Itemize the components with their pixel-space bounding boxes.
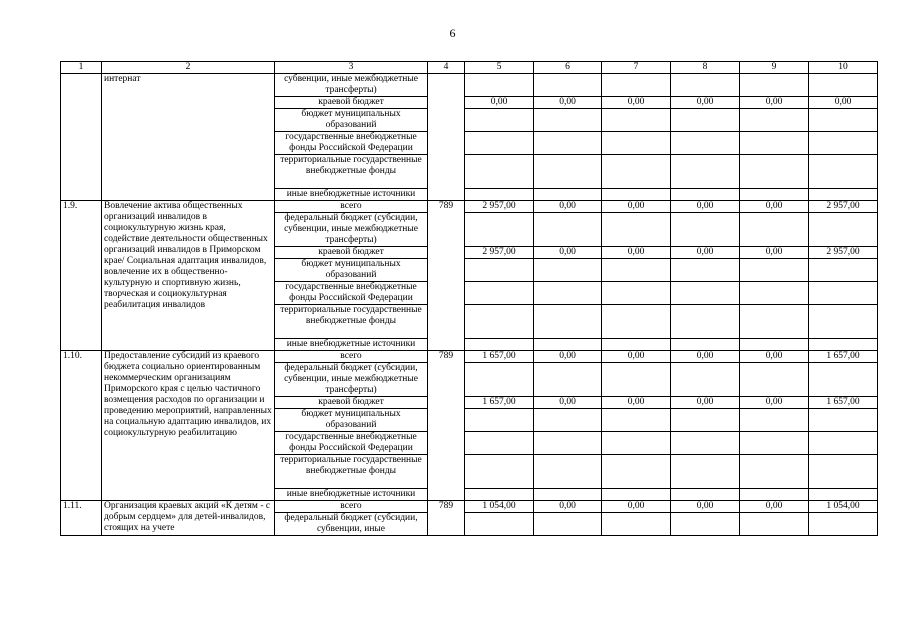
table-row [61,501,878,513]
value-cell: 0,00 [671,97,740,109]
source-cell: всего [275,501,428,513]
value-cell [465,513,534,536]
value-cell [671,282,740,305]
source-cell: краевой бюджет [275,397,428,409]
value-cell: 0,00 [740,247,809,259]
value-cell [809,132,878,155]
table-row [61,201,878,213]
value-cell [465,489,534,501]
value-cell [671,409,740,432]
budget-table [60,61,878,536]
value-cell [809,432,878,455]
header-cell: 4 [428,62,465,74]
value-cell [740,513,809,536]
value-cell [465,109,534,132]
value-cell [809,259,878,282]
value-cell: 0,00 [602,351,671,363]
value-cell: 0,00 [671,351,740,363]
value-cell [740,74,809,97]
value-cell [740,132,809,155]
source-cell: государственные внебюджетные фонды Российской Федерации [275,132,428,155]
value-cell [671,489,740,501]
value-cell [671,455,740,489]
source-cell: всего [275,201,428,213]
header-cell: 7 [602,62,671,74]
value-cell [809,189,878,201]
value-cell [740,305,809,339]
value-cell: 0,00 [671,201,740,213]
value-cell [809,305,878,339]
source-cell: федеральный бюджет (субсидии, субвенции, иные [275,513,428,536]
source-cell: иные внебюджетные источники [275,489,428,501]
item-number-cell [61,74,102,201]
source-cell: федеральный бюджет (субсидии, субвенции, иные межбюджетные трансферты) [275,363,428,397]
value-cell: 0,00 [534,201,602,213]
value-cell [534,513,602,536]
value-cell [740,339,809,351]
value-cell: 0,00 [671,247,740,259]
value-cell [465,339,534,351]
value-cell: 0,00 [740,501,809,513]
value-cell: 1 657,00 [809,351,878,363]
value-cell [740,363,809,397]
value-cell [809,213,878,247]
value-cell [465,432,534,455]
value-cell [465,259,534,282]
value-cell: 2 957,00 [809,201,878,213]
header-cell: 6 [534,62,602,74]
source-cell: всего [275,351,428,363]
value-cell [809,455,878,489]
value-cell: 0,00 [602,201,671,213]
source-cell: бюджет муниципальных образований [275,409,428,432]
value-cell [602,363,671,397]
value-cell [671,155,740,189]
value-cell [534,455,602,489]
value-cell [809,282,878,305]
value-cell [671,363,740,397]
value-cell [602,489,671,501]
value-cell: 0,00 [602,397,671,409]
value-cell [602,409,671,432]
header-cell: 1 [61,62,102,74]
value-cell [602,132,671,155]
source-cell: бюджет муниципальных образований [275,259,428,282]
value-cell [809,409,878,432]
value-cell [740,489,809,501]
source-cell: бюджет муниципальных образований [275,109,428,132]
item-name-cell: Предоставление субсидий из краевого бюджета социально ориентированным некоммерческим организациям Приморского края с целью частичного возмещения расходов по организации и проведению мероприятий, направленных на социальную адаптацию инвалидов, их социокультурную реабилитацию [102,351,275,501]
value-cell: 0,00 [534,97,602,109]
value-cell [602,155,671,189]
value-cell [534,363,602,397]
source-cell: территориальные государственные внебюджетные фонды [275,155,428,189]
value-cell [465,282,534,305]
value-cell: 0,00 [671,397,740,409]
code-cell: 789 [428,501,465,536]
source-cell: краевой бюджет [275,247,428,259]
value-cell [465,409,534,432]
code-cell: 789 [428,201,465,351]
item-number-cell: 1.9. [61,201,102,351]
table-row [61,74,878,97]
value-cell [809,155,878,189]
item-name-cell: интернат [102,74,275,201]
value-cell [602,432,671,455]
value-cell [671,74,740,97]
value-cell: 0,00 [602,501,671,513]
value-cell [534,132,602,155]
value-cell [740,409,809,432]
source-cell: территориальные государственные внебюджетные фонды [275,305,428,339]
value-cell [465,363,534,397]
value-cell: 1 054,00 [465,501,534,513]
value-cell [534,282,602,305]
value-cell [602,282,671,305]
source-cell: федеральный бюджет (субсидии, субвенции, иные межбюджетные трансферты) [275,213,428,247]
value-cell: 0,00 [534,501,602,513]
value-cell [671,189,740,201]
value-cell [671,305,740,339]
value-cell [602,259,671,282]
value-cell [602,213,671,247]
source-cell: иные внебюджетные источники [275,339,428,351]
value-cell: 0,00 [534,351,602,363]
value-cell: 2 957,00 [809,247,878,259]
value-cell [602,189,671,201]
value-cell [809,513,878,536]
value-cell [534,213,602,247]
value-cell: 1 657,00 [465,397,534,409]
source-cell: субвенции, иные межбюджетные трансферты) [275,74,428,97]
table-row [61,351,878,363]
value-cell: 0,00 [602,97,671,109]
value-cell: 0,00 [809,97,878,109]
value-cell [671,132,740,155]
item-name-cell: Организация краевых акций «К детям - с добрым сердцем» для детей-инвалидов, стоящих на учете [102,501,275,536]
value-cell: 0,00 [602,247,671,259]
value-cell: 1 657,00 [809,397,878,409]
code-cell [428,74,465,201]
value-cell [534,305,602,339]
value-cell [809,489,878,501]
value-cell [671,259,740,282]
value-cell [809,339,878,351]
value-cell [671,513,740,536]
value-cell [740,109,809,132]
source-cell: иные внебюджетные источники [275,189,428,201]
value-cell [534,74,602,97]
source-cell: краевой бюджет [275,97,428,109]
value-cell [465,305,534,339]
value-cell: 0,00 [465,97,534,109]
value-cell [465,189,534,201]
header-row [61,62,878,74]
header-cell: 3 [275,62,428,74]
value-cell [809,74,878,97]
value-cell [534,259,602,282]
value-cell [740,455,809,489]
value-cell [671,339,740,351]
value-cell [809,363,878,397]
code-cell: 789 [428,351,465,501]
value-cell [602,305,671,339]
header-cell: 9 [740,62,809,74]
source-cell: государственные внебюджетные фонды Российской Федерации [275,282,428,305]
value-cell [534,155,602,189]
value-cell: 0,00 [740,97,809,109]
value-cell [740,155,809,189]
value-cell [602,74,671,97]
value-cell: 0,00 [534,397,602,409]
value-cell [534,432,602,455]
value-cell: 0,00 [740,351,809,363]
value-cell: 2 957,00 [465,201,534,213]
item-name-cell: Вовлечение актива общественных организаций инвалидов в социокультурную жизнь края, содействие деятельности общественных организаций инвалидов в Приморском крае/ Социальная адаптация инвалидов, вовлечение их в общественно-культурную и спортивную жизнь, творческая и социокультурная реабилитация инвалидов [102,201,275,351]
header-cell: 10 [809,62,878,74]
source-cell: территориальные государственные внебюджетные фонды [275,455,428,489]
value-cell [465,74,534,97]
value-cell [602,339,671,351]
value-cell [465,213,534,247]
value-cell: 1 054,00 [809,501,878,513]
value-cell [534,339,602,351]
value-cell [465,132,534,155]
value-cell [740,282,809,305]
value-cell [465,455,534,489]
value-cell: 0,00 [671,501,740,513]
value-cell [740,259,809,282]
value-cell [809,109,878,132]
value-cell [671,109,740,132]
item-number-cell: 1.11. [61,501,102,536]
value-cell [534,409,602,432]
value-cell: 2 957,00 [465,247,534,259]
header-cell: 2 [102,62,275,74]
value-cell [740,189,809,201]
value-cell [671,432,740,455]
source-cell: государственные внебюджетные фонды Российской Федерации [275,432,428,455]
value-cell: 0,00 [740,397,809,409]
page-number: 6 [449,26,456,40]
value-cell [602,513,671,536]
item-number-cell: 1.10. [61,351,102,501]
value-cell [740,213,809,247]
value-cell: 0,00 [740,201,809,213]
value-cell [740,432,809,455]
value-cell [602,455,671,489]
value-cell [534,189,602,201]
value-cell [534,489,602,501]
value-cell [465,155,534,189]
value-cell [534,109,602,132]
value-cell [602,109,671,132]
value-cell: 1 657,00 [465,351,534,363]
header-cell: 8 [671,62,740,74]
value-cell [671,213,740,247]
value-cell: 0,00 [534,247,602,259]
header-cell: 5 [465,62,534,74]
